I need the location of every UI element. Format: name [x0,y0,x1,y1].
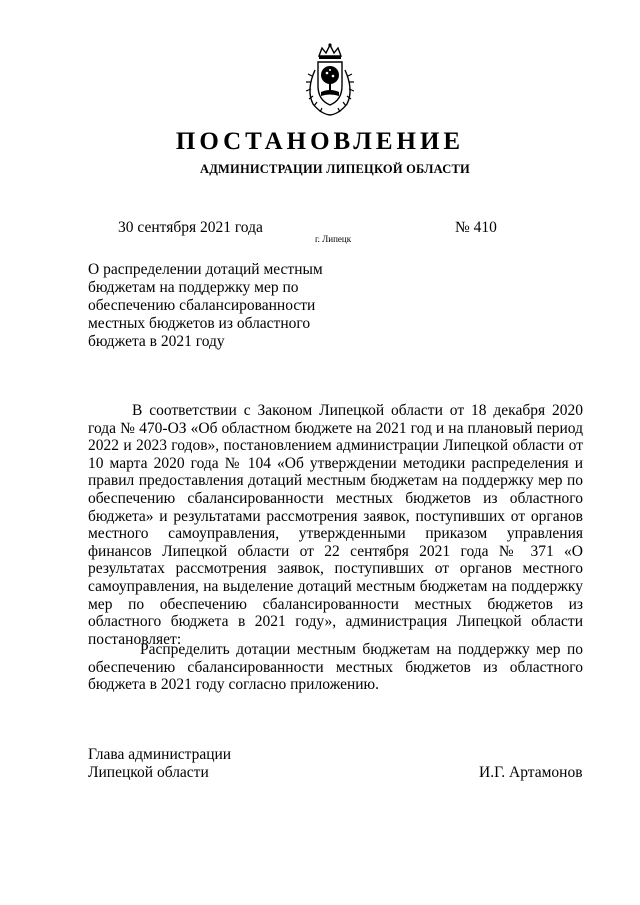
signatory-position-line-2: Липецкой области [88,764,209,781]
document-date: 30 сентября 2021 года [118,219,263,236]
body-paragraph-resolution: Распределить дотации местным бюджетам на поддержку мер по обеспечению сбалансированности местных бюджетов из областного бюджета в 2021 году согласно приложению. [88,641,583,694]
signatory-position [88,746,231,782]
document-subject: О распределении дотаций местным бюджетам на поддержку мер по обеспечению сбалансированности местных бюджетов из областного бюджета в 2021 году [88,261,323,350]
signatory-position-line-1: Глава администрации [88,746,232,763]
document-title: ПОСТАНОВЛЕНИЕ [175,128,465,155]
coat-of-arms-icon [303,42,357,118]
body-paragraph-preamble: В соответствии с Законом Липецкой области от 18 декабря 2020 года № 470-ОЗ «Об областном бюджете на 2021 год и на плановый период 2022 и 2023 годов», постановлением администрации Липецкой области от 10 марта 2020 года № 104 «Об утверждении методики распределения и правил предоставления дотаций местным бюджетам на поддержку мер по обеспечению сбалансированности местных бюджетов из областного бюджета» и результатами рассмотрения заявок, поступивших от органов местного самоуправления, утвержденными приказом управления финансов Липецкой области от 22 сентября 2021 года № 371 «О результатах рассмотрения заявок, поступивших от органов местного самоуправления, на выделение дотаций местным бюджетам на поддержку мер по обеспечению сбалансированности местных бюджетов из областного бюджета в 2021 году», администрация Липецкой области постановляет: [88,402,583,648]
document-number: № 410 [455,219,497,236]
signatory-name: И.Г. Артамонов [479,764,583,781]
issuing-authority: АДМИНИСТРАЦИИ ЛИПЕЦКОЙ ОБЛАСТИ [200,162,470,176]
document-city: г. Липецк [315,234,352,244]
